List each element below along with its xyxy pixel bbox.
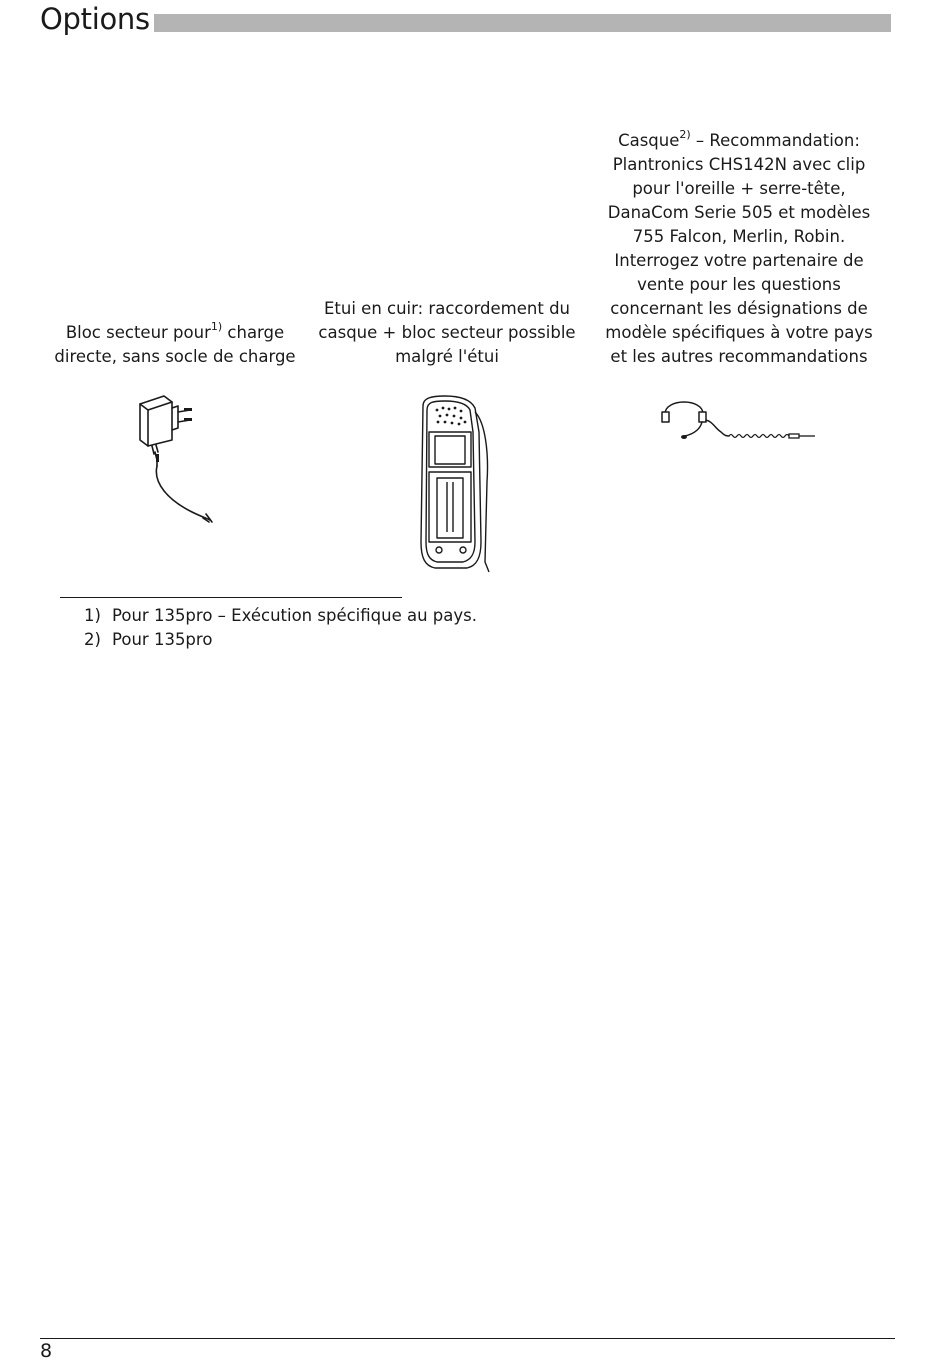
header-bar	[154, 14, 891, 32]
option-caption-leather-case	[318, 297, 576, 369]
footnote-text: Pour 135pro – Exécution spécifique au pays.	[112, 606, 477, 625]
leather-case-icon	[405, 392, 495, 577]
caption-text: – Recommandation: Plantronics CHS142N avec clip pour l'oreille + serre-tête, DanaCom Serie 505 et modèles 755 Falcon, Merlin, Robin. Interrogez votre partenaire de vente pour les questions concernant les désignations de modèle spécifiques à votre pays et les autres recommandations	[605, 131, 873, 366]
option-caption-power-adapter	[50, 321, 300, 369]
power-adapter-icon	[120, 388, 230, 533]
option-caption-headset	[596, 129, 882, 369]
caption-text: Etui en cuir: raccordement du casque + bloc secteur possible malgré l'étui	[318, 299, 576, 366]
footnote	[84, 604, 477, 628]
caption-text: Casque	[618, 131, 680, 150]
caption-text: Bloc secteur pour	[65, 323, 211, 342]
page-footer-rule	[40, 1338, 895, 1339]
footnote-text: Pour 135pro	[112, 630, 213, 649]
page-title: Options	[40, 2, 150, 36]
headset-icon	[655, 392, 825, 452]
footnote-number: 2)	[84, 630, 101, 649]
footnote-ref: 2)	[679, 128, 691, 141]
footnote	[84, 628, 212, 652]
page-number: 8	[40, 1340, 53, 1362]
footnote-ref: 1)	[210, 320, 223, 333]
caption-text: charge directe, sans socle de charge	[54, 323, 296, 366]
footnote-divider	[60, 597, 402, 598]
footnote-number: 1)	[84, 606, 101, 625]
